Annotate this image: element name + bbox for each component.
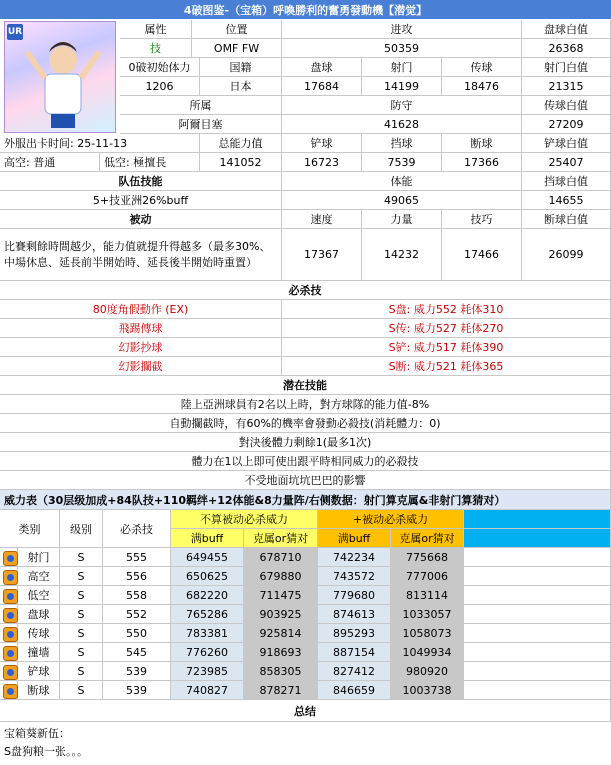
row-extra-cell <box>464 567 611 586</box>
position-value: OMF FW <box>192 39 282 58</box>
row-extra-cell <box>464 643 611 662</box>
special-move-name: 幻影抄球 <box>0 338 282 357</box>
shoot-white-label: 射门白值 <box>522 58 611 77</box>
row-passive-counter: 980920 <box>391 662 464 681</box>
extra-header-cell <box>464 510 611 529</box>
special-move-stat: S断: 威力521 耗体365 <box>282 357 611 376</box>
row-type: 铲球 <box>18 662 60 681</box>
row-no-passive-counter: 903925 <box>244 605 318 624</box>
intercept-value: 17366 <box>442 153 522 172</box>
row-extra-cell <box>464 586 611 605</box>
speed-value: 17367 <box>282 229 362 281</box>
row-no-passive-full: 783381 <box>171 624 244 643</box>
full-buff-header: 满buff <box>171 529 244 548</box>
no-passive-header: 不算被动必杀威力 <box>171 510 318 529</box>
row-no-passive-full: 740827 <box>171 681 244 700</box>
technique-label: 技巧 <box>442 210 522 229</box>
row-level: S <box>60 548 103 567</box>
block-white-label: 挡球白值 <box>522 172 611 191</box>
block-label: 挡球 <box>362 134 442 153</box>
skill-type-icon <box>3 608 18 623</box>
row-move-power: 556 <box>103 567 171 586</box>
special-move-stat: S盘: 威力552 耗体310 <box>282 300 611 319</box>
pass-label: 传球 <box>442 58 522 77</box>
skill-type-icon <box>3 589 18 604</box>
row-no-passive-counter: 858305 <box>244 662 318 681</box>
page-title: 4破图鉴-（宝箱）呼喚勝利的奮勇發動機【潜觉】 <box>0 0 611 19</box>
row-level: S <box>60 567 103 586</box>
row-no-passive-full: 649455 <box>171 548 244 567</box>
with-passive-header: +被动必杀威力 <box>318 510 464 529</box>
row-passive-full: 874613 <box>318 605 391 624</box>
row-extra-cell <box>464 548 611 567</box>
dribble-white-value: 26368 <box>522 39 611 58</box>
shoot-white-value: 21315 <box>522 77 611 96</box>
row-passive-counter: 813114 <box>391 586 464 605</box>
row-passive-counter: 775668 <box>391 548 464 567</box>
row-level: S <box>60 605 103 624</box>
shoot-label: 射门 <box>362 58 442 77</box>
row-extra-cell <box>464 624 611 643</box>
dribble-label: 盘球 <box>282 58 362 77</box>
shoot-value: 14199 <box>362 77 442 96</box>
tackle-white-label: 铲球白值 <box>522 134 611 153</box>
counter-header: 克属or猜对 <box>391 529 464 548</box>
row-no-passive-full: 723985 <box>171 662 244 681</box>
player-card-image <box>4 21 116 133</box>
row-move-power: 555 <box>103 548 171 567</box>
speed-label: 速度 <box>282 210 362 229</box>
row-no-passive-counter: 878271 <box>244 681 318 700</box>
latent-skills-header: 潜在技能 <box>0 376 611 395</box>
hp-value: 49065 <box>282 191 522 210</box>
team-label: 所属 <box>120 96 282 115</box>
row-no-passive-counter: 711475 <box>244 586 318 605</box>
block-value: 7539 <box>362 153 442 172</box>
intercept-label: 断球 <box>442 134 522 153</box>
special-move-stat: S传: 威力527 耗体270 <box>282 319 611 338</box>
nation-value: 日本 <box>200 77 282 96</box>
defense-label: 防守 <box>282 96 522 115</box>
skill-type-icon <box>3 684 18 699</box>
release-date: 外服出卡时间: 25-11-13 <box>0 134 200 153</box>
skill-type-icon <box>3 551 18 566</box>
pass-white-label: 传球白值 <box>522 96 611 115</box>
attack-label: 进攻 <box>282 20 522 39</box>
tackle-label: 铲球 <box>282 134 362 153</box>
col-type-header: 类别 <box>0 510 60 548</box>
row-type: 传球 <box>18 624 60 643</box>
row-extra-cell <box>464 605 611 624</box>
power-value: 14232 <box>362 229 442 281</box>
row-level: S <box>60 586 103 605</box>
row-level: S <box>60 643 103 662</box>
row-no-passive-counter: 925814 <box>244 624 318 643</box>
special-move-name: 飛踢傳球 <box>0 319 282 338</box>
row-no-passive-counter: 679880 <box>244 567 318 586</box>
total-value: 141052 <box>200 153 282 172</box>
row-no-passive-counter: 918693 <box>244 643 318 662</box>
latent-skill: 陸上亞洲球員有2名以上時，對方球隊的能力值-8% <box>0 395 611 414</box>
row-move-power: 539 <box>103 681 171 700</box>
power-label: 力量 <box>362 210 442 229</box>
attr-label: 属性 <box>120 20 192 39</box>
special-moves-header: 必杀技 <box>0 281 611 300</box>
row-no-passive-full: 765286 <box>171 605 244 624</box>
latent-skill: 體力在1以上即可使出跟平時相同威力的必殺技 <box>0 452 611 471</box>
team-skill-value: 5+技亚洲26%buff <box>0 191 282 210</box>
skill-type-icon <box>3 627 18 642</box>
row-passive-full: 743572 <box>318 567 391 586</box>
col-level-header: 级别 <box>60 510 103 548</box>
skill-type-icon <box>3 570 18 585</box>
player-portrait-icon <box>5 22 116 133</box>
counter-header: 克属or猜对 <box>244 529 318 548</box>
summary-line: S盘狗粮一张。。。 <box>4 745 88 758</box>
dribble-value: 17684 <box>282 77 362 96</box>
tackle-value: 16723 <box>282 153 362 172</box>
row-passive-full: 742234 <box>318 548 391 567</box>
extra-header-cell <box>464 529 611 548</box>
row-type: 断球 <box>18 681 60 700</box>
row-passive-full: 895293 <box>318 624 391 643</box>
row-type: 低空 <box>18 586 60 605</box>
team-value: 阿爾目塞 <box>120 115 282 134</box>
row-level: S <box>60 662 103 681</box>
full-buff-header: 满buff <box>318 529 391 548</box>
row-passive-full: 887154 <box>318 643 391 662</box>
row-no-passive-counter: 678710 <box>244 548 318 567</box>
row-passive-counter: 1003738 <box>391 681 464 700</box>
row-extra-cell <box>464 662 611 681</box>
row-move-power: 539 <box>103 662 171 681</box>
latent-skill: 自動攔截時，有60%的機率會發動必殺技(消耗體力：0) <box>0 414 611 433</box>
technique-value: 17466 <box>442 229 522 281</box>
row-passive-full: 846659 <box>318 681 391 700</box>
row-passive-counter: 1049934 <box>391 643 464 662</box>
rarity-icon: UR <box>7 24 23 40</box>
stamina-label: 0破初始体力 <box>120 58 200 77</box>
defense-value: 41628 <box>282 115 522 134</box>
row-type: 射门 <box>18 548 60 567</box>
row-passive-full: 779680 <box>318 586 391 605</box>
summary-line: 宝箱葵新伍： <box>4 727 70 740</box>
summary-header: 总结 <box>0 700 611 722</box>
hp-label: 体能 <box>282 172 522 191</box>
power-table-title: 威力表（30层级加成+84队技+110羁绊+12体能&8力量阵/右侧数据：射门算克属&非射门算猜对） <box>0 490 611 510</box>
row-type: 高空 <box>18 567 60 586</box>
tackle-white-value: 25407 <box>522 153 611 172</box>
row-passive-counter: 1058073 <box>391 624 464 643</box>
row-no-passive-full: 682220 <box>171 586 244 605</box>
team-skill-label: 队伍技能 <box>0 172 282 191</box>
special-move-name: 幻影攔截 <box>0 357 282 376</box>
row-move-power: 558 <box>103 586 171 605</box>
row-no-passive-full: 776260 <box>171 643 244 662</box>
row-move-power: 550 <box>103 624 171 643</box>
stamina-value: 1206 <box>120 77 200 96</box>
latent-skill: 不受地面坑坑巴巴的影響 <box>0 471 611 490</box>
row-level: S <box>60 681 103 700</box>
pass-value: 18476 <box>442 77 522 96</box>
dribble-white-label: 盘球白值 <box>522 20 611 39</box>
skill-type-icon <box>3 665 18 680</box>
block-white-value: 14655 <box>522 191 611 210</box>
position-label: 位置 <box>192 20 282 39</box>
row-extra-cell <box>464 681 611 700</box>
total-label: 总能力值 <box>200 134 282 153</box>
row-passive-full: 827412 <box>318 662 391 681</box>
attr-value: 技 <box>120 39 192 58</box>
special-move-stat: S铲: 威力517 耗体390 <box>282 338 611 357</box>
row-passive-counter: 1033057 <box>391 605 464 624</box>
passive-text: 比賽剩餘時間越少，能力值就提升得越多（最多30%、中場休息、延長前半開始時、延長後半開始時重置） <box>0 229 282 281</box>
latent-skill: 對決後體力剩餘1(最多1次) <box>0 433 611 452</box>
low-air: 低空: 極擅長 <box>100 153 200 172</box>
row-level: S <box>60 624 103 643</box>
special-move-name: 80度角假動作 (EX) <box>0 300 282 319</box>
passive-label: 被动 <box>0 210 282 229</box>
intercept-white-value: 26099 <box>522 229 611 281</box>
row-move-power: 545 <box>103 643 171 662</box>
row-type: 盘球 <box>18 605 60 624</box>
row-passive-counter: 777006 <box>391 567 464 586</box>
intercept-white-label: 断球白值 <box>522 210 611 229</box>
attack-value: 50359 <box>282 39 522 58</box>
high-air: 高空: 普通 <box>0 153 100 172</box>
row-type: 撞墙 <box>18 643 60 662</box>
col-move-header: 必杀技 <box>103 510 171 548</box>
row-move-power: 552 <box>103 605 171 624</box>
pass-white-value: 27209 <box>522 115 611 134</box>
nation-label: 国籍 <box>200 58 282 77</box>
skill-type-icon <box>3 646 18 661</box>
row-no-passive-full: 650625 <box>171 567 244 586</box>
